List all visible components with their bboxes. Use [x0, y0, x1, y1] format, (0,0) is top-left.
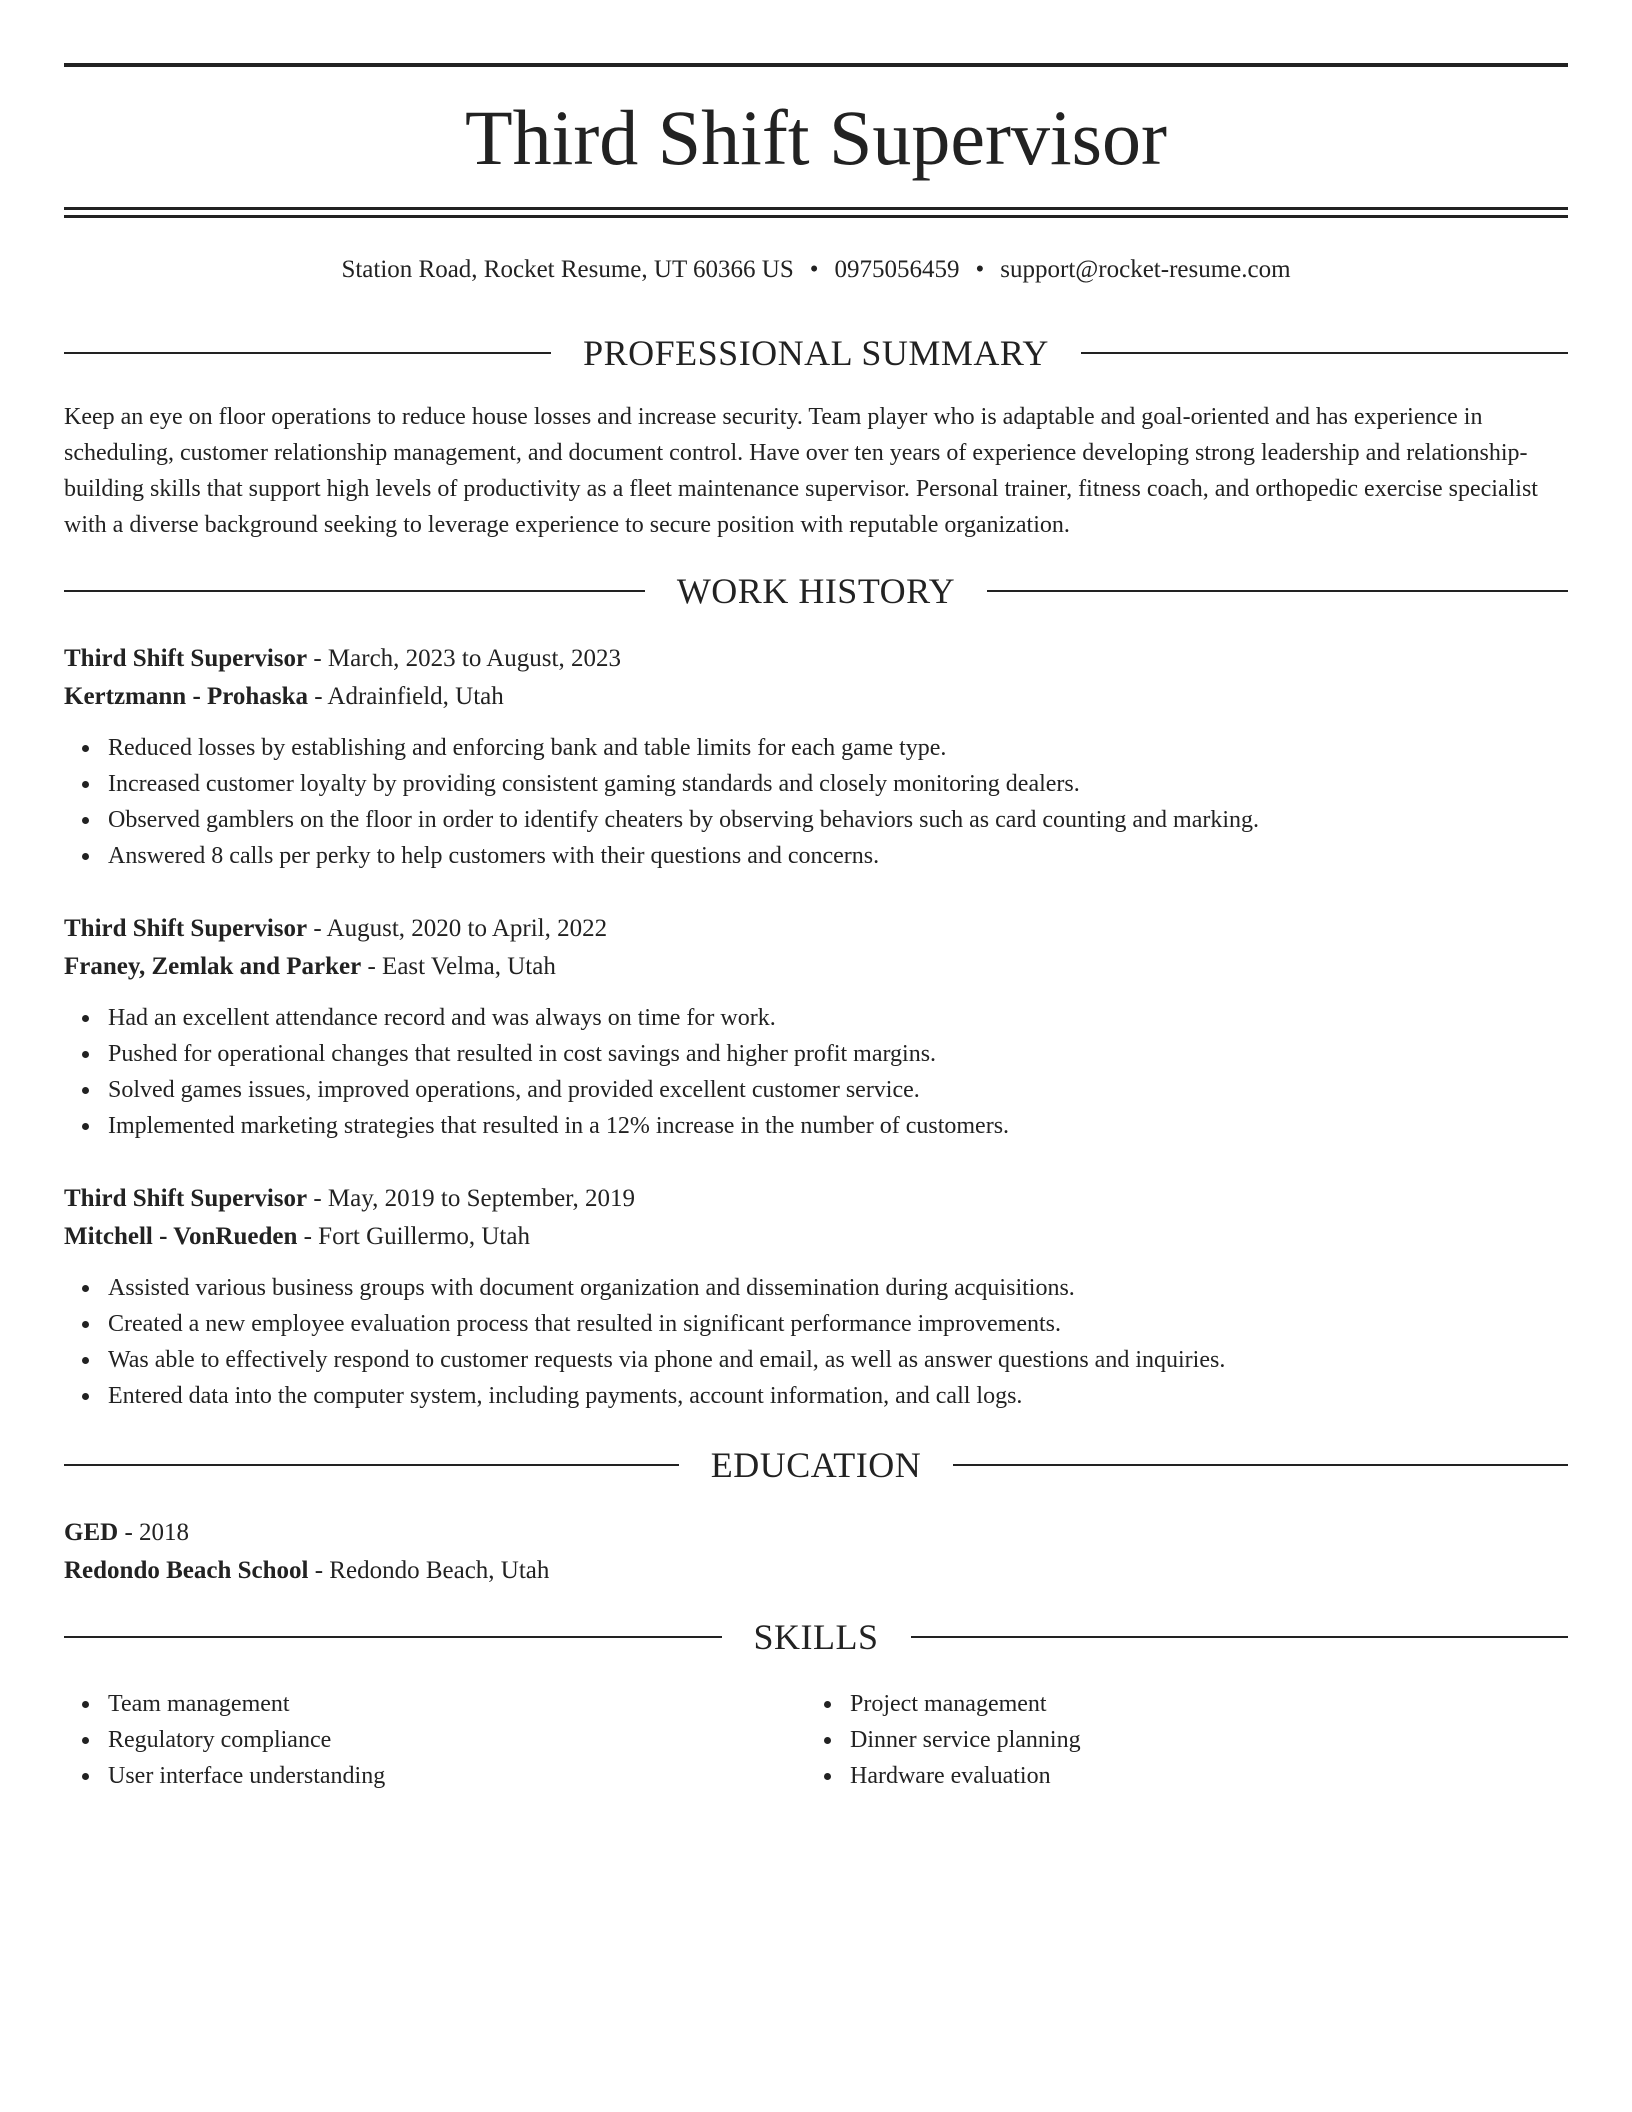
education-degree: GED	[64, 1519, 119, 1546]
job-company-line	[64, 678, 1568, 716]
contact-separator: •	[809, 256, 819, 283]
education-degree-line	[64, 1514, 1568, 1552]
job-title: Third Shift Supervisor	[64, 645, 308, 672]
summary-text: Keep an eye on floor operations to reduce house losses and increase security. Team player who is adaptable and goal-oriented and has experience in scheduling, customer relationship management, and document control. Have over ten years of experience developing strong leadership and relationship-building skills that support high levels of productivity as a fleet maintenance supervisor. Personal trainer, fitness coach, and orthopedic exercise specialist with a diverse background seeking to leverage experience to secure position with reputable organization.	[64, 404, 1538, 538]
education-location: - Redondo Beach, Utah	[308, 1557, 550, 1584]
resume-name: Third Shift Supervisor	[465, 94, 1167, 181]
header-double-rule-upper	[64, 207, 1568, 210]
skill-item: User interface understanding	[108, 1758, 808, 1794]
section-heading-education	[64, 1443, 1568, 1487]
contact-email[interactable]: support@rocket-resume.com	[1000, 256, 1291, 283]
job-bullet: Assisted various business groups with document organization and dissemination during acquisitions.	[108, 1270, 1568, 1306]
job-company-line	[64, 948, 1568, 986]
job-bullet: Had an excellent attendance record and was always on time for work.	[108, 1000, 1568, 1036]
contact-phone: 0975056459	[834, 256, 960, 283]
skills-column-left	[64, 1686, 808, 1794]
job-bullet: Was able to effectively respond to customer requests via phone and email, as well as answer questions and inquiries.	[108, 1342, 1568, 1378]
skill-item: Regulatory compliance	[108, 1722, 808, 1758]
job-title: Third Shift Supervisor	[64, 1185, 308, 1212]
job-title: Third Shift Supervisor	[64, 915, 308, 942]
job-company: Franey, Zemlak and Parker	[64, 953, 362, 980]
skills-list	[64, 1686, 1568, 1794]
job-company: Mitchell - VonRueden	[64, 1223, 298, 1250]
education-entry	[64, 1514, 1568, 1590]
job-bullet: Observed gamblers on the floor in order to identify cheaters by observing behaviors such as card counting and marking.	[108, 802, 1568, 838]
job-bullet: Pushed for operational changes that resulted in cost savings and higher profit margins.	[108, 1036, 1568, 1072]
job-bullet: Reduced losses by establishing and enforcing bank and table limits for each game type.	[108, 730, 1568, 766]
job-entry	[64, 1180, 1568, 1414]
job-title-line	[64, 910, 1568, 948]
job-title-line	[64, 640, 1568, 678]
job-location: - Adrainfield, Utah	[307, 683, 504, 710]
skill-item: Hardware evaluation	[850, 1758, 1550, 1794]
heading-rule-right	[1081, 352, 1568, 354]
job-bullets	[64, 1000, 1568, 1144]
job-entry	[64, 910, 1568, 1144]
job-bullet: Solved games issues, improved operations, and provided excellent customer service.	[108, 1072, 1568, 1108]
header-double-rule-lower	[64, 215, 1568, 218]
job-bullet: Implemented marketing strategies that resulted in a 12% increase in the number of customers.	[108, 1108, 1568, 1144]
section-title: PROFESSIONAL SUMMARY	[583, 333, 1049, 373]
section-title: WORK HISTORY	[676, 571, 956, 611]
job-bullets	[64, 1270, 1568, 1414]
contact-separator: •	[975, 256, 985, 283]
heading-rule-left	[64, 1464, 679, 1466]
heading-rule-left	[64, 1636, 722, 1638]
skill-item: Team management	[108, 1686, 808, 1722]
job-company-line	[64, 1218, 1568, 1256]
section-title: SKILLS	[753, 1617, 879, 1657]
job-company: Kertzmann - Prohaska	[64, 683, 308, 710]
heading-rule-right	[987, 590, 1568, 592]
job-bullets	[64, 730, 1568, 874]
contact-line	[64, 252, 1568, 288]
section-heading-skills	[64, 1615, 1568, 1659]
contact-address: Station Road, Rocket Resume, UT 60366 US	[341, 256, 794, 283]
job-dates: - March, 2023 to August, 2023	[307, 645, 621, 672]
heading-rule-left	[64, 590, 645, 592]
job-entry	[64, 640, 1568, 874]
heading-rule-right	[911, 1636, 1569, 1638]
job-dates: - May, 2019 to September, 2019	[307, 1185, 635, 1212]
skill-item: Dinner service planning	[850, 1722, 1550, 1758]
section-title: EDUCATION	[710, 1445, 922, 1485]
job-bullet: Created a new employee evaluation process that resulted in significant performance improvements.	[108, 1306, 1568, 1342]
skill-item: Project management	[850, 1686, 1550, 1722]
job-bullet: Entered data into the computer system, including payments, account information, and call logs.	[108, 1378, 1568, 1414]
job-bullet: Increased customer loyalty by providing consistent gaming standards and closely monitoring dealers.	[108, 766, 1568, 802]
job-dates: - August, 2020 to April, 2022	[307, 915, 608, 942]
job-bullet: Answered 8 calls per perky to help customers with their questions and concerns.	[108, 838, 1568, 874]
job-location: - Fort Guillermo, Utah	[297, 1223, 530, 1250]
skills-column-right	[808, 1686, 1550, 1794]
job-location: - East Velma, Utah	[361, 953, 556, 980]
job-title-line	[64, 1180, 1568, 1218]
header-top-rule	[64, 63, 1568, 67]
section-heading-work-history	[64, 569, 1568, 613]
section-heading-summary	[64, 331, 1568, 375]
education-school-line	[64, 1552, 1568, 1590]
education-school: Redondo Beach School	[64, 1557, 309, 1584]
education-year: - 2018	[118, 1519, 190, 1546]
heading-rule-right	[953, 1464, 1568, 1466]
heading-rule-left	[64, 352, 551, 354]
